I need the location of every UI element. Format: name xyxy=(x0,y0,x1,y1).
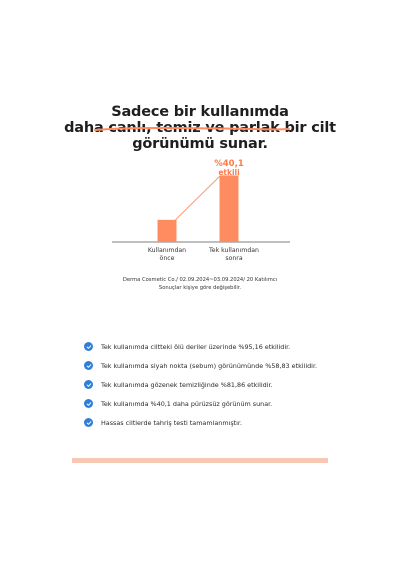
source-note xyxy=(0,276,400,292)
feature-item xyxy=(84,413,317,432)
headline-highlight: daha canlı, temiz ve parlak xyxy=(64,120,280,136)
check-icon xyxy=(84,361,93,370)
feature-text: Tek kullanımda %40,1 daha pürüzsüz görünüm sunar. xyxy=(101,399,273,408)
trend-connector-line xyxy=(176,175,221,219)
feature-item xyxy=(84,356,317,375)
headline-line-3: görünümü sunar. xyxy=(132,136,268,152)
source-line-2: Sonuçlar kişiye göre değişebilir. xyxy=(158,285,242,291)
chart xyxy=(0,150,400,270)
annotation-label: etkili xyxy=(218,168,240,177)
annotation-value: %40,1 xyxy=(214,159,244,169)
feature-text: Tek kullanımda siyah nokta (sebum) görünümünde %58,83 etkilidir. xyxy=(101,361,318,370)
feature-text: Hassas ciltlerde tahriş testi tamamlanmıştır. xyxy=(101,418,242,427)
decorative-bar xyxy=(72,458,328,463)
feature-item xyxy=(84,394,317,413)
bar-1 xyxy=(158,220,177,242)
category-label-1-line-1: Kullanımdan xyxy=(147,247,187,254)
check-icon xyxy=(84,399,93,408)
feature-list xyxy=(84,337,317,432)
check-icon xyxy=(84,380,93,389)
check-icon xyxy=(84,418,93,427)
headline-line-1: Sadece bir kullanımda xyxy=(111,104,289,120)
feature-text: Tek kullanımda ciltteki ölü deriler üzerinde %95,16 etkilidir. xyxy=(101,342,291,351)
highlight-underline xyxy=(94,126,290,132)
category-label-2-line-2: sonra xyxy=(225,255,243,262)
bar-2 xyxy=(220,175,239,242)
category-label-1-line-2: önce xyxy=(159,255,175,262)
feature-item xyxy=(84,375,317,394)
check-icon xyxy=(84,342,93,351)
chart-svg xyxy=(0,150,400,270)
feature-item xyxy=(84,337,317,356)
feature-text: Tek kullanımda gözenek temizliğinde %81,86 etkilidir. xyxy=(101,380,273,389)
category-label-2-line-1: Tek kullanımdan xyxy=(209,247,259,254)
source-line-1: Derma Cosmetic Co./ 02.09.2024~03.09.2024/ 20 Katılımcı xyxy=(122,277,278,283)
headline-line-2-rest: bir cilt xyxy=(279,120,336,136)
